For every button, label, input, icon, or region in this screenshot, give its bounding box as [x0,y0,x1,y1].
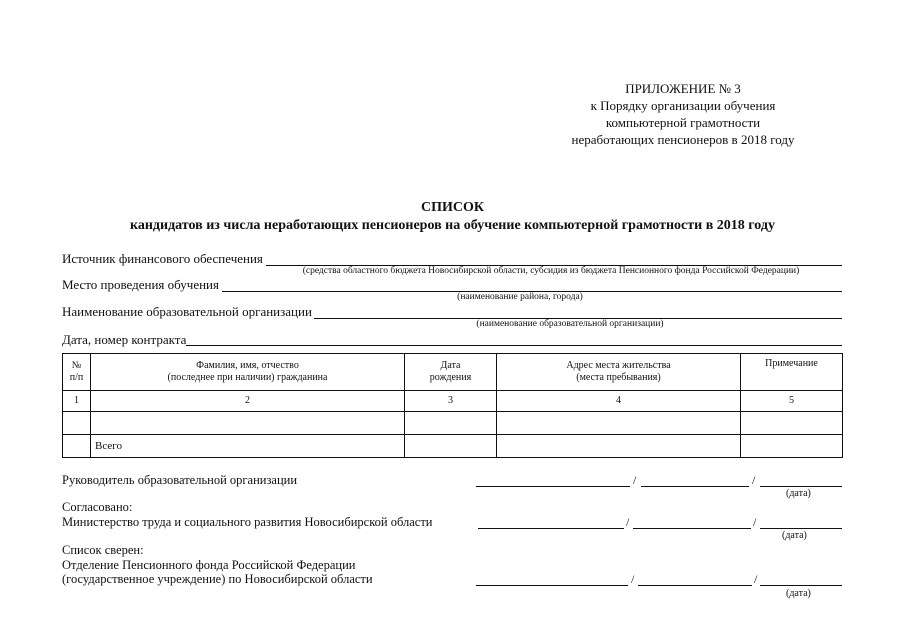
appendix-line: неработающих пенсионеров в 2018 году [571,132,795,147]
separator-slash: / [626,515,630,529]
table-cell [63,435,91,458]
date-line[interactable] [760,486,842,487]
date-caption: (дата) [786,488,811,499]
table-header-cell: Адрес места жительства (места пребывания) [497,354,741,391]
signature-label-head: Руководитель образовательной организации [62,473,298,487]
date-caption: (дата) [786,588,811,599]
table-total-row [63,435,843,458]
appendix-number: ПРИЛОЖЕНИЕ № 3 [625,81,741,96]
signature-label-pension-fund: Отделение Пенсионного фонда Российской Федерации [62,558,356,572]
name-line[interactable] [641,486,749,487]
table-cell[interactable] [497,435,741,458]
signature-line[interactable] [478,528,624,529]
table-header-cell: Фамилия, имя, отчество (последнее при наличии) гражданина [91,354,405,391]
field-caption-source: (средства областного бюджета Новосибирской области, субсидия из бюджета Пенсионного фонда Российской Федерации) [302,266,800,276]
field-caption-place: (наименование района, города) [457,292,583,302]
table-cell[interactable] [405,412,497,435]
table-header-cell: Примечание [741,354,843,391]
appendix-block [533,80,833,148]
separator-slash: / [754,572,758,586]
date-caption: (дата) [782,530,807,541]
table-row [63,412,843,435]
column-number: 4 [497,391,741,412]
table-cell[interactable] [741,412,843,435]
separator-slash: / [633,473,637,487]
column-number: 1 [63,391,91,412]
name-line[interactable] [638,585,752,586]
column-number: 5 [741,391,843,412]
table-cell[interactable] [405,435,497,458]
appendix-line: компьютерной грамотности [605,115,761,130]
field-label-contract: Дата, номер контракта [62,332,187,347]
candidates-table [62,353,843,458]
signature-line[interactable] [476,486,630,487]
document-title: СПИСОК [420,200,485,215]
signature-label-pension-fund-cont: (государственное учреждение) по Новосибирской области [62,572,373,586]
column-number: 2 [91,391,405,412]
table-header-row [63,354,843,391]
signature-line[interactable] [476,585,628,586]
separator-slash: / [752,473,756,487]
field-line-contract[interactable] [186,345,842,346]
name-line[interactable] [633,528,751,529]
field-label-place: Место проведения обучения [62,277,219,292]
table-cell[interactable] [91,412,405,435]
field-label-source: Источник финансового обеспечения [62,251,263,266]
total-label: Всего [91,435,405,458]
document-subtitle: кандидатов из числа неработающих пенсионеров на обучение компьютерной грамотности в 2018 году [130,218,775,233]
separator-slash: / [753,515,757,529]
separator-slash: / [631,572,635,586]
table-cell[interactable] [741,435,843,458]
date-line[interactable] [760,585,842,586]
agreed-label: Согласовано: [62,500,133,514]
column-number: 3 [405,391,497,412]
table-header-cell: Дата рождения [405,354,497,391]
table-cell[interactable] [63,412,91,435]
verified-label: Список сверен: [62,543,144,557]
field-caption-org: (наименование образовательной организации) [476,319,664,329]
table-header-cell: № п/п [63,354,91,391]
field-label-org: Наименование образовательной организации [62,304,312,319]
signature-label-ministry: Министерство труда и социального развития Новосибирской области [62,515,433,529]
table-cell[interactable] [497,412,741,435]
appendix-line: к Порядку организации обучения [590,98,776,113]
date-line[interactable] [760,528,842,529]
table-number-row [63,391,843,412]
